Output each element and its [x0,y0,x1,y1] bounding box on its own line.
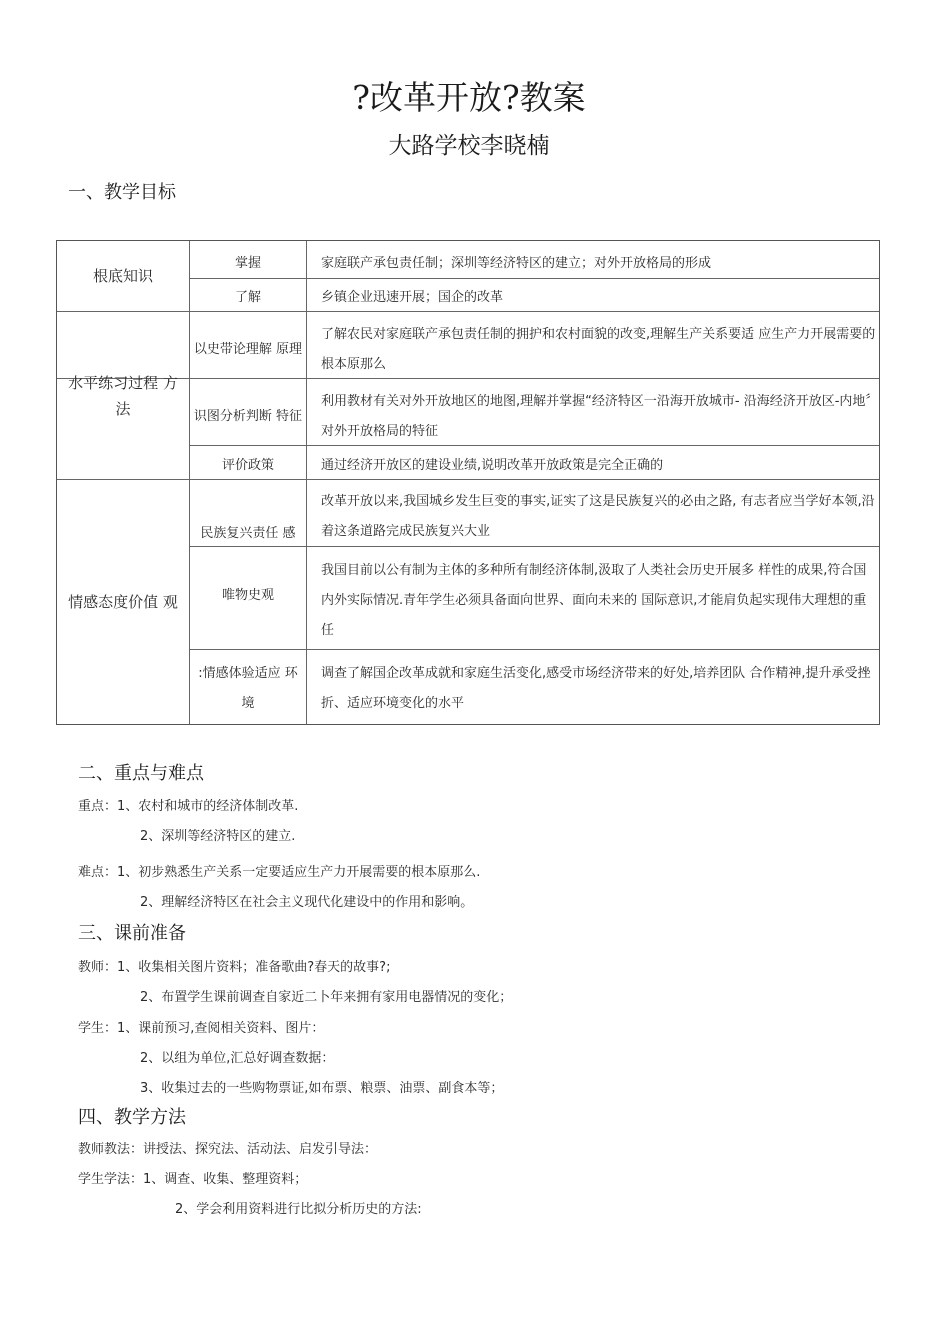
desc-master: 家庭联产承包责任制；深圳等经济特区的建立；对外开放格局的形成 [321,256,712,271]
table-col-divider [306,241,307,724]
learning-method-1: 学生学法：1、调查、收集、整理资料； [78,1172,308,1187]
student-prep-3: 3、收集过去的一些购物票证,如布票、粮票、油票、副食本等； [140,1081,504,1096]
sub-emotional-experience: :情感体验适应 环境 [198,666,298,711]
difficulty-2: 2、理解经济特区在社会主义现代化建设中的作用和影响。 [140,895,474,910]
teacher-prep-2: 2、布置学生课前调查自家近二卜年来拥有家用电器情况的变化； [140,990,513,1005]
sub-history-theory: 以史带论理解 原理 [193,342,303,357]
student-prep-1: 学生：1、课前预习,查阅相关资料、图片： [78,1021,325,1036]
section-heading-methods: 四、教学方法 [78,1107,186,1128]
document-author: 大路学校李晓楠 [388,133,550,159]
sub-historical-materialism: 唯物史观 [221,588,274,603]
desc-evaluate-policy: 通过经济开放区的建设业绩,说明改革开放政策是完全正确的 [321,458,664,473]
section-heading-preparation: 三、课前准备 [78,923,186,944]
student-prep-2: 2、以组为单位,汇总好调查数据： [140,1051,335,1066]
difficulty-1: 难点：1、初步熟悉生产关系一定要适应生产力开展需要的根本原那么. [78,865,481,880]
teaching-method: 教师教法：讲授法、探究法、活动法、启发引导法： [78,1142,378,1157]
desc-national-responsibility: 改革开放以来,我国城乡发生巨变的事实,证实了这是民族复兴的必由之路, 有志者应当学好本领,沿着这条道路完成民族复兴大业 [321,494,875,539]
desc-emotional-experience: 调查了解国企改革成就和家庭生活变化,感受市场经济带来的好处,培养团队 合作精神,提升承受挫折、适应环境变化的水平 [321,666,871,711]
table-col-divider [189,241,190,724]
sub-evaluate-policy: 评价政策 [221,458,274,473]
desc-understand: 乡镇企业迅速开展；国企的改革 [321,290,504,305]
table-row-divider [189,649,879,650]
key-point-2: 2、深圳等经济特区的建立. [140,829,296,844]
desc-history-theory: 了解农民对家庭联产承包责任制的拥护和农村面貌的改变,理解生产关系要适 应生产力开展需要的根本原那么 [321,327,876,372]
section-heading-objectives: 一、教学目标 [68,182,176,203]
category-basic-knowledge: 根底知识 [92,267,153,285]
sub-map-analysis: 识图分析判断 特征 [193,409,303,424]
document-title: ?改革开放?教案 [352,78,586,117]
category-skills-methods: 水平练习过程 方法 [68,373,178,418]
key-point-1: 重点：1、农村和城市的经济体制改革. [78,799,299,814]
objectives-table [56,240,880,725]
sub-understand: 了解 [234,290,261,305]
section-heading-key-points: 二、重点与难点 [78,763,204,784]
desc-map-analysis: 利用教材有关对外开放地区的地图,理解并掌握“经济特区一沿海开放城市- 沿海经济开放区-内地〞对外开放格局的特征 [321,394,879,439]
desc-historical-materialism: 我国目前以公有制为主体的多种所有制经济体制,汲取了人类社会历史开展多 样性的成果,符合国内外实际情况.青年学生必须具备面向世界、面向未来的 国际意识,才能肩负起实现伟大理想的重任 [321,563,867,638]
sub-national-responsibility: 民族复兴责任 感 [200,526,296,541]
teacher-prep-1: 教师：1、收集相关图片资料；准备歌曲?春天的故事?; [78,960,391,975]
category-attitudes-values: 情感态度价值 观 [68,593,178,611]
learning-method-2: 2、学会利用资料进行比拟分析历史的方法: [175,1202,422,1217]
sub-master: 掌握 [234,256,261,271]
